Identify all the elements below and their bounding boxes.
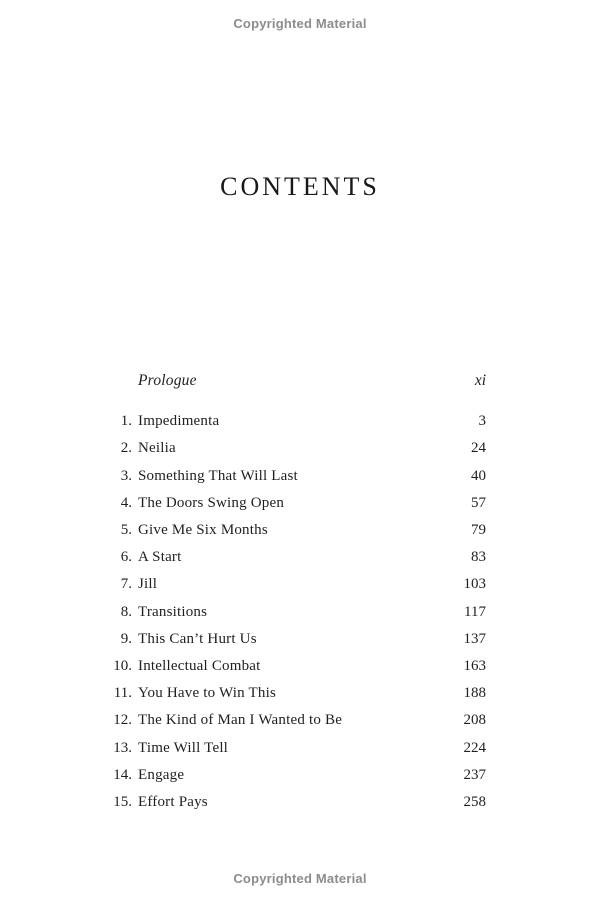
chapter-page-number: 188 [463,685,486,702]
prologue-label: Prologue [138,371,197,389]
chapter-page-number: 237 [463,766,486,783]
chapter-number: 13. [113,739,132,756]
toc-row [105,517,486,544]
chapter-number: 9. [120,630,132,647]
chapter-page-number: 24 [471,440,486,457]
chapter-number: 8. [120,603,132,620]
toc-row [105,707,486,734]
chapter-number: 3. [120,467,132,484]
chapter-title: Jill [138,576,158,593]
chapter-page-number: 258 [463,793,486,810]
toc-row [105,408,486,435]
toc-row [105,599,486,626]
toc-row [105,734,486,761]
toc-row [105,435,486,462]
chapter-number: 1. [120,413,132,430]
chapter-title: Intellectual Combat [138,657,261,674]
chapter-title: The Kind of Man I Wanted to Be [138,712,343,729]
chapter-title: Impedimenta [138,413,220,430]
chapter-number: 10. [113,657,132,674]
chapter-number: 14. [113,766,132,783]
copyright-notice-bottom: Copyrighted Material [233,871,367,886]
toc-row [105,571,486,598]
chapter-number: 15. [113,793,132,810]
toc-list [105,367,486,816]
toc-row [105,789,486,816]
chapter-title: You Have to Win This [138,685,276,702]
chapter-title: A Start [138,549,182,566]
prologue-page-number: xi [474,371,486,389]
chapter-title: Engage [138,766,185,783]
chapter-number: 2. [120,440,132,457]
chapter-number: 4. [120,494,132,511]
chapter-title: The Doors Swing Open [138,494,285,511]
chapter-page-number: 40 [471,467,486,484]
toc-row [105,653,486,680]
chapter-number: 12. [113,712,132,729]
chapter-page-number: 224 [463,739,486,756]
prologue-row [105,367,486,394]
toc-row [105,544,486,571]
copyright-notice-top: Copyrighted Material [233,16,367,31]
chapter-page-number: 79 [471,522,486,539]
toc-row [105,762,486,789]
toc-row [105,490,486,517]
chapter-page-number: 117 [464,603,486,620]
chapter-title: Effort Pays [138,793,208,810]
chapter-page-number: 57 [471,494,486,511]
chapter-page-number: 103 [463,576,486,593]
chapter-page-number: 163 [463,657,486,674]
chapter-title: Time Will Tell [138,739,229,756]
chapter-title: This Can’t Hurt Us [138,630,257,647]
chapter-title: Neilia [138,440,176,457]
chapter-page-number: 208 [463,712,486,729]
chapter-page-number: 3 [478,413,486,430]
chapter-number: 7. [120,576,132,593]
chapter-title: Give Me Six Months [138,522,268,539]
contents-title: CONTENTS [220,172,380,201]
chapter-page-number: 137 [463,630,486,647]
toc-row [105,463,486,490]
chapter-rows [105,408,486,816]
chapter-page-number: 83 [471,549,486,566]
chapter-number: 5. [120,522,132,539]
chapter-title: Transitions [138,603,208,620]
toc-row [105,626,486,653]
chapter-number: 6. [120,549,132,566]
chapter-number: 11. [113,685,132,702]
toc-row [105,680,486,707]
chapter-title: Something That Will Last [138,467,298,484]
